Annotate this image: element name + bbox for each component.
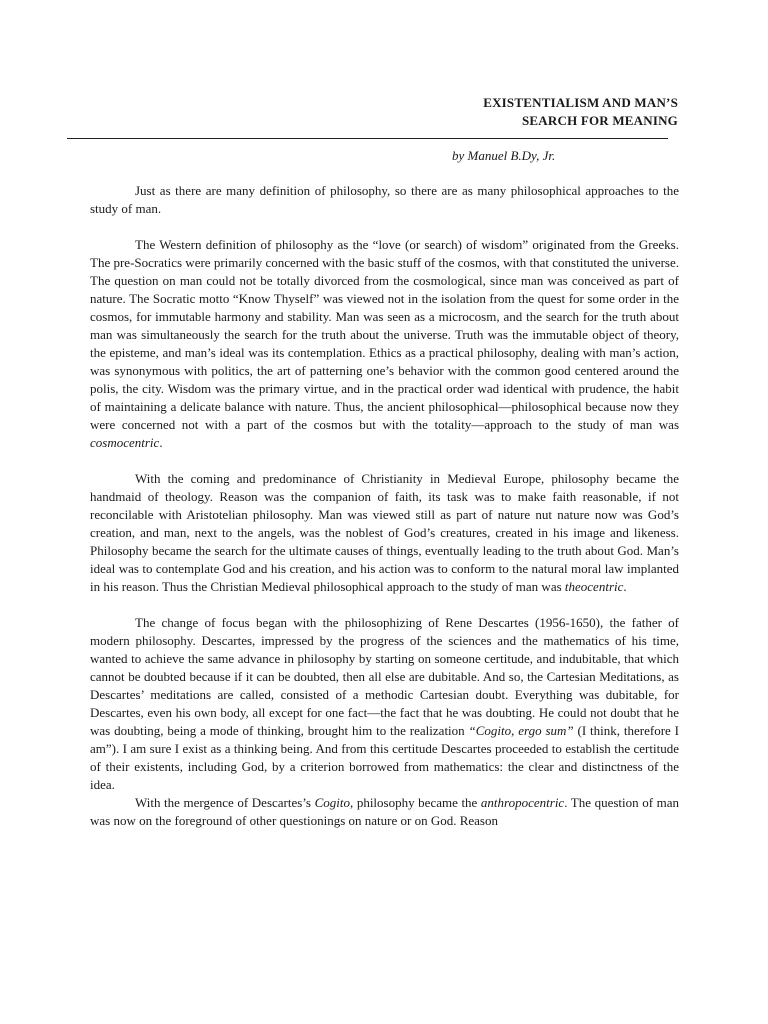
paragraph-5-end: . The question of man was now on the foreground of other questionings on nature or on God. Reason [90, 795, 680, 828]
term-cosmocentric: cosmocentric [90, 435, 160, 450]
paragraph-3-text: With the coming and predominance of Christianity in Medieval Europe, philosophy became the handmaid of theology. Reason was the companion of faith, its task was to make faith reasonable, if not reconcilable with Aristotelian philosophy. Man was viewed still as part of nature nut nature now was God’s creation, and man, next to the angels, was the noblest of God’s creatures, created in his image and likeness. Philosophy became the search for the ultimate causes of things, eventually leading to the truth about God. Man’s ideal was to contemplate God and his creation, and his action was to conform to the natural moral law implanted in his reason. Thus the Christian Medieval philosophical approach to the study of man was [90, 471, 679, 594]
paragraph-3-end: . [623, 579, 627, 594]
term-cogito: Cogito, [314, 795, 354, 810]
paragraph-2 [90, 236, 679, 452]
paragraph-5-mid: philosophy became the [353, 795, 481, 810]
quote-cogito: “Cogito, ergo sum” [468, 723, 574, 738]
term-anthropocentric: anthropocentric [480, 795, 565, 810]
author-byline: by Manuel B.Dy, Jr. [452, 148, 556, 163]
paragraph-4-text: The change of focus began with the philosophizing of Rene Descartes (1956-1650), the father of modern philosophy. Descartes, impressed by the progress of the sciences and the mathematics of his time, wanted to achieve the same advance in philosophy by starting on someone certitude, and indubitable, that which cannot be doubted because if it can be doubted, then all else are dubitable. And so, the Cartesian Meditations, as Descartes’ meditations are called, consisted of a methodic Cartesian doubt. Everything was dubitable, for Descartes, even his own body, all except for one fact—the fact that he was doubting. He could not doubt that he was doubting, being a mode of thinking, brought him to the realization [90, 615, 679, 738]
document-body [90, 182, 679, 830]
paragraph-5-text: With the mergence of Descartes’s [135, 795, 315, 810]
document-title [278, 94, 678, 130]
paragraph-4-end: (I think, therefore I am”). I am sure I exist as a thinking being. And from this certitude Descartes proceeded to establish the certitude of their existents, including God, by a criterion borrowed from mathematics: the clear and distinctness of the idea. [90, 723, 680, 792]
term-theocentric: theocentric [564, 579, 624, 594]
paragraph-3 [90, 470, 679, 596]
title-divider [67, 138, 668, 139]
paragraph-2-text: The Western definition of philosophy as the “love (or search) of wisdom” originated from the Greeks. The pre-Socratics were primarily concerned with the basic stuff of the cosmos, with that constituted the universe. The question on man could not be totally divorced from the cosmological, since man was conceived as part of nature. The Socratic motto “Know Thyself” was viewed not in the isolation from the quest for some order in the cosmos, for immutable harmony and stability. Man was seen as a microcosm, and the search for the truth about man was simultaneously the search for the truth about the universe. Truth was the immutable object of theory, the episteme, and man’s ideal was its contemplation. Ethics as a practical philosophy, dealing with man’s action, was synonymous with politics, the art of patterning one’s behavior with the common good centered around the polis, the city. Wisdom was the primary virtue, and in the practical order wad identical with prudence, the habit of maintaining a delicate balance with nature. Thus, the ancient philosophical—philosophical because now they were concerned not with a part of the cosmos but with the totality—approach to the study of man was [90, 237, 679, 432]
title-line-1: EXISTENTIALISM AND MAN’S [483, 95, 678, 110]
title-line-2: SEARCH FOR MEANING [522, 113, 678, 128]
paragraph-5 [90, 794, 679, 830]
paragraph-2-end: . [159, 435, 163, 450]
paragraph-1 [90, 182, 679, 218]
paragraph-1-text: Just as there are many definition of philosophy, so there are as many philosophical approaches to the study of man. [90, 183, 679, 216]
paragraph-4 [90, 614, 679, 794]
